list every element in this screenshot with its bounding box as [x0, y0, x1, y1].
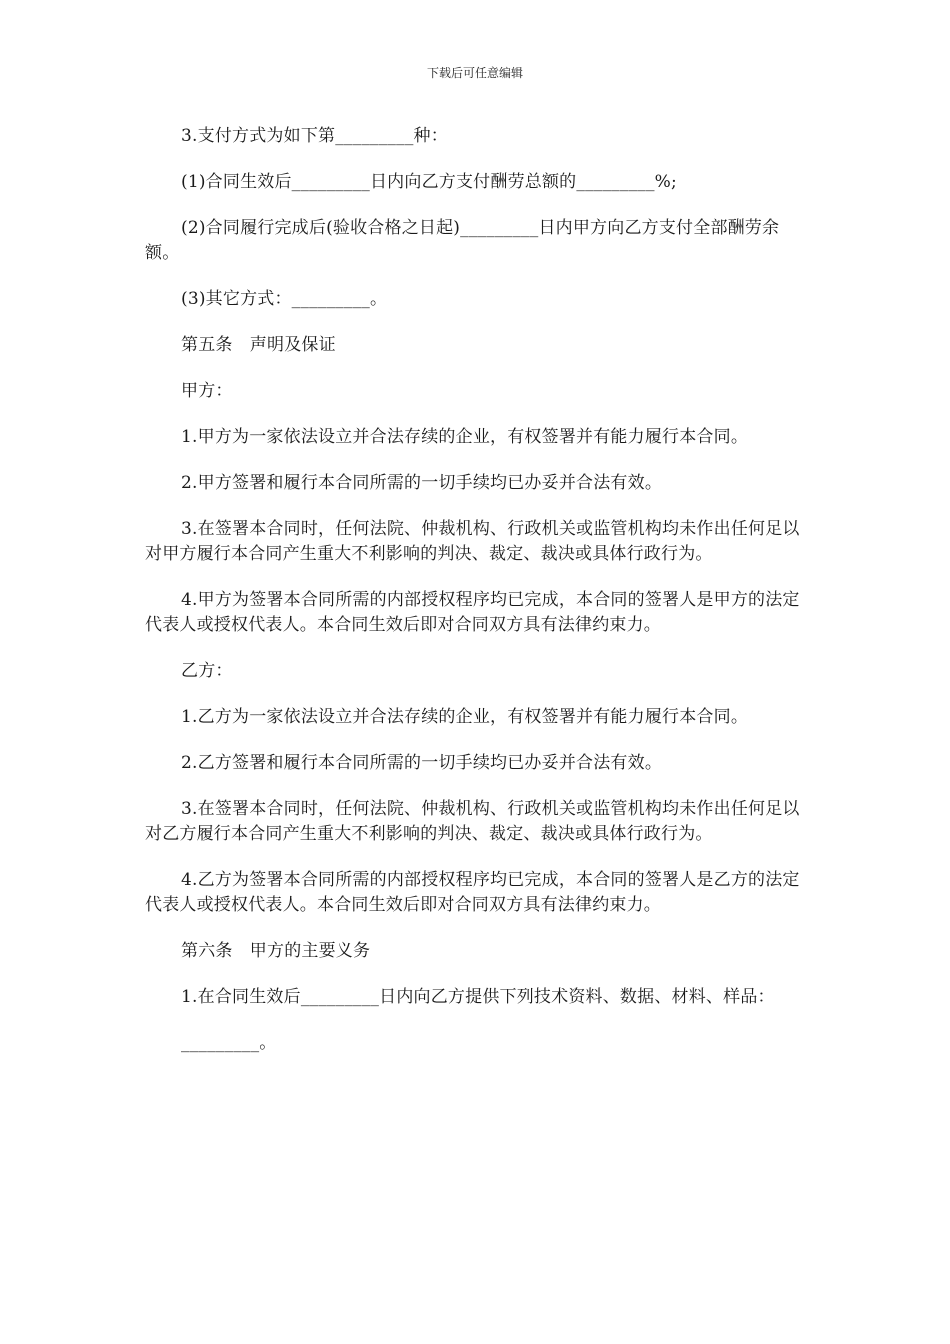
- payment-option-3: (3)其它方式：_________。: [181, 289, 388, 309]
- party-b-warranty-3: 3.在签署本合同时，任何法院、仲裁机构、行政机关或监管机构均未作出任何足以对乙方履行本合同产生重大不利影响的判决、裁定、裁决或具体行政行为。: [145, 799, 800, 844]
- party-a-obligation-1: 1.在合同生效后_________日内向乙方提供下列技术资料、数据、材料、样品：: [181, 987, 775, 1007]
- payment-option-1: (1)合同生效后_________日内向乙方支付酬劳总额的_________%;: [181, 172, 677, 192]
- party-b-label: 乙方：: [181, 661, 233, 681]
- payment-method-clause: 3.支付方式为如下第_________种：: [181, 126, 448, 146]
- payment-option-2: (2)合同履行完成后(验收合格之日起)_________日内甲方向乙方支付全部酬劳余额。: [145, 218, 780, 263]
- party-b-warranty-1: 1.乙方为一家依法设立并合法存续的企业，有权签署并有能力履行本合同。: [181, 707, 749, 727]
- party-b-warranty-2: 2.乙方签署和履行本合同所需的一切手续均已办妥并合法有效。: [181, 753, 663, 773]
- article-5-heading: 第五条 声明及保证: [181, 335, 336, 355]
- party-a-label: 甲方：: [181, 381, 233, 401]
- party-b-warranty-4: 4.乙方为签署本合同所需的内部授权程序均已完成，本合同的签署人是乙方的法定代表人或授权代表人。本合同生效后即对合同双方具有法律约束力。: [145, 870, 800, 915]
- document-body: [145, 124, 810, 1077]
- party-a-warranty-2: 2.甲方签署和履行本合同所需的一切手续均已办妥并合法有效。: [181, 473, 663, 493]
- party-a-warranty-4: 4.甲方为签署本合同所需的内部授权程序均已完成，本合同的签署人是甲方的法定代表人或授权代表人。本合同生效后即对合同双方具有法律约束力。: [145, 590, 800, 635]
- party-a-warranty-3: 3.在签署本合同时，任何法院、仲裁机构、行政机关或监管机构均未作出任何足以对甲方履行本合同产生重大不利影响的判决、裁定、裁决或具体行政行为。: [145, 519, 800, 564]
- page-header-note: 下载后可任意编辑: [426, 66, 523, 80]
- blank-line: _________。: [181, 1033, 277, 1053]
- article-6-heading: 第六条 甲方的主要义务: [181, 941, 371, 961]
- party-a-warranty-1: 1.甲方为一家依法设立并合法存续的企业，有权签署并有能力履行本合同。: [181, 427, 749, 447]
